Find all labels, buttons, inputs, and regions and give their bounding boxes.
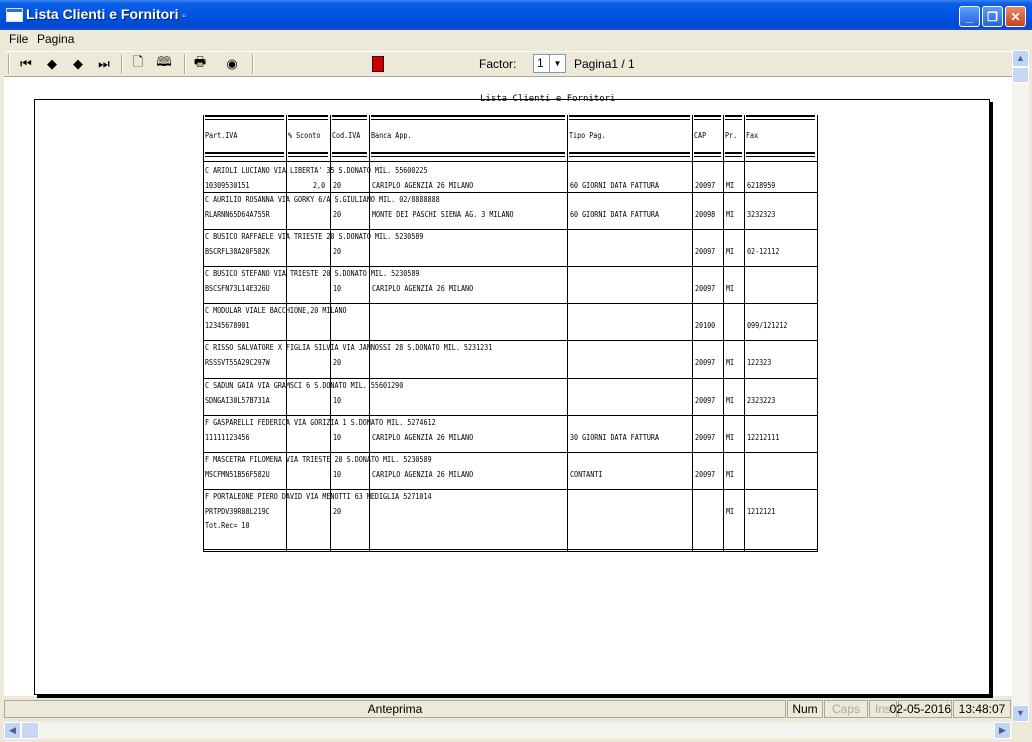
cell-cap: 20098 [695, 210, 716, 219]
cell-codiva: 20 [333, 358, 342, 367]
cell-pr: MI [726, 284, 735, 293]
column-header: % Sconto [288, 131, 321, 140]
vertical-scrollbar[interactable] [1012, 50, 1029, 722]
header-rule [746, 156, 815, 157]
cell-codiva: 10 [333, 433, 342, 442]
row-divider [203, 551, 817, 552]
header-rule [371, 152, 565, 154]
row-anagrafica: C AURILIO ROSANNA VIA GORKY 6/A S.GIULIANO MIL. 02/8888888 [205, 195, 440, 204]
cell-piva: RSSSVT55A29C297W [205, 358, 270, 367]
header-rule [746, 119, 815, 120]
cell-pr: MI [726, 210, 735, 219]
header-rule [694, 115, 721, 117]
cell-codiva: 20 [333, 210, 342, 219]
toolbar [4, 51, 1012, 77]
cell-piva: 12345678901 [205, 321, 250, 330]
row-anagrafica: C ARIOLI LUCIANO VIA LIBERTA' 35 S.DONATO MIL. 55600225 [205, 166, 428, 175]
cell-cap: 20097 [695, 470, 716, 479]
restore-button[interactable]: ❐ [982, 6, 1003, 27]
cell-cap: 20097 [695, 181, 716, 190]
factor-select[interactable] [533, 54, 566, 73]
header-rule [332, 152, 367, 154]
header-rule [288, 152, 328, 154]
chevron-down-icon[interactable]: ▼ [549, 55, 565, 72]
column-divider [203, 115, 204, 552]
cell-sconto: 2,0 [313, 181, 326, 190]
row-divider [203, 489, 817, 490]
scroll-thumb[interactable] [1012, 67, 1029, 83]
factor-value: 1 [537, 56, 544, 70]
scroll-right-icon[interactable]: ▶ [994, 722, 1011, 739]
cell-cap: 20100 [695, 321, 716, 330]
export-icon[interactable]: ◉ [226, 56, 238, 71]
cell-piva: SDNGAI30L57B731A [205, 396, 270, 405]
header-rule [725, 152, 742, 154]
preview-area[interactable] [4, 77, 1012, 696]
row-divider [203, 452, 817, 453]
cell-banca: CARIPLO AGENZIA 26 MILANO [372, 433, 474, 442]
header-rule [205, 115, 284, 117]
cell-pr: MI [726, 507, 735, 516]
header-rule [725, 156, 742, 157]
column-divider [692, 115, 693, 552]
cell-codiva: 10 [333, 470, 342, 479]
header-rule [746, 152, 815, 154]
cell-piva: MSCFMN51B56F582U [205, 470, 270, 479]
row-anagrafica: F GASPARELLI FEDERICA VIA GORIZIA 1 S.DONATO MIL. 5274612 [205, 418, 436, 427]
status-mode: Anteprima [4, 700, 786, 718]
header-rule [371, 156, 565, 157]
cell-pr: MI [726, 247, 735, 256]
header-rule [205, 152, 284, 154]
column-header: Fax [746, 131, 759, 140]
exit-icon[interactable] [368, 54, 388, 74]
row-divider [203, 229, 817, 230]
cell-codiva: 20 [333, 181, 342, 190]
column-divider [817, 115, 818, 552]
cell-cap: 20097 [695, 433, 716, 442]
status-caps: Caps [824, 700, 868, 718]
cell-codiva: 10 [333, 284, 342, 293]
cell-codiva: 10 [333, 396, 342, 405]
cell-piva: PRTPDV39R08L219C [205, 507, 270, 516]
row-anagrafica: C BUSICO RAFFAELE VIA TRIESTE 20 S.DONATO MIL. 5230589 [205, 232, 424, 241]
header-rule [332, 119, 367, 120]
cell-fax: 099/121212 [747, 321, 788, 330]
column-header: Part.IVA [205, 131, 238, 140]
menu-pagina[interactable]: Pagina [37, 32, 75, 46]
cell-banca: CARIPLO AGENZIA 26 MILANO [372, 284, 474, 293]
cell-piva: BSCSFN73L14E326U [205, 284, 270, 293]
header-rule [288, 156, 328, 157]
close-button[interactable]: ✕ [1005, 6, 1026, 27]
horizontal-scrollbar[interactable] [4, 722, 1012, 739]
cell-pr: MI [726, 358, 735, 367]
toolbar-separator [252, 54, 254, 74]
header-rule [371, 115, 565, 117]
cell-cap: 20097 [695, 247, 716, 256]
status-num: Num [787, 700, 823, 718]
cell-fax: 6218959 [747, 181, 776, 190]
page-indicator: Pagina1 / 1 [574, 57, 635, 71]
header-rule [371, 119, 565, 120]
header-rule [205, 156, 284, 157]
report-title: Lista Clienti e Fornitori [480, 94, 616, 104]
column-divider [286, 115, 287, 552]
cell-piva: 11111123456 [205, 433, 250, 442]
column-header: Banca App. [371, 131, 412, 140]
header-rule [332, 115, 367, 117]
cell-cap: 20097 [695, 284, 716, 293]
column-divider [330, 115, 331, 552]
cell-pr: MI [726, 470, 735, 479]
row-divider [203, 549, 817, 550]
column-header: CAP [694, 131, 707, 140]
row-anagrafica: C MODULAR VIALE BACCHIONE,20 MILANO [205, 306, 347, 315]
cell-banca: CARIPLO AGENZIA 26 MILANO [372, 181, 474, 190]
row-anagrafica: C BUSICO STEFANO VIA TRIESTE 20 S.DONATO MIL. 5230589 [205, 269, 420, 278]
column-divider [567, 115, 568, 552]
menu-file[interactable]: File [9, 32, 29, 46]
header-rule [694, 119, 721, 120]
header-rule [725, 115, 742, 117]
cell-tipopag: 60 GIORNI DATA FATTURA [570, 181, 660, 190]
minimize-button[interactable]: _ [959, 6, 980, 27]
row-divider [203, 340, 817, 341]
cell-fax: 122323 [747, 358, 772, 367]
title-bar[interactable] [0, 0, 1032, 30]
scroll-down-icon[interactable]: ▼ [1012, 705, 1029, 722]
toolbar-separator [184, 54, 186, 74]
two-pages-icon[interactable]: 🕮 [156, 54, 172, 69]
single-page-icon[interactable]: 🗋 [132, 54, 144, 69]
scroll-up-icon[interactable]: ▲ [1012, 50, 1029, 67]
scroll-left-icon[interactable]: ◀ [4, 722, 21, 739]
header-rule [569, 119, 690, 120]
cell-piva: BSCRFL38A20F582K [205, 247, 270, 256]
cell-pr: MI [726, 396, 735, 405]
cell-piva: RLARNN65D64A755R [205, 210, 270, 219]
cell-fax: 12212111 [747, 433, 780, 442]
cell-banca: MONTE DEI PASCHI SIENA AG. 3 MILANO [372, 210, 514, 219]
cell-pr: MI [726, 181, 735, 190]
report-page [34, 94, 990, 695]
window-title: Lista Clienti e Fornitori ▫ [26, 6, 186, 22]
row-divider [203, 415, 817, 416]
cell-fax: 2323223 [747, 396, 776, 405]
cell-tipopag: CONTANTI [570, 470, 603, 479]
cell-tipopag: 30 GIORNI DATA FATTURA [570, 433, 660, 442]
menu-bar [0, 30, 1032, 50]
header-rule [569, 115, 690, 117]
scroll-thumb-horizontal[interactable] [21, 722, 39, 739]
prev-page-icon[interactable]: ◆ [47, 56, 57, 71]
header-rule [288, 115, 328, 117]
cell-fax: 1212121 [747, 507, 776, 516]
cell-fax: 3232323 [747, 210, 776, 219]
row-anagrafica: F MASCETRA FILOMENA VIA TRIESTE 20 S.DONATO MIL. 5230589 [205, 455, 432, 464]
cell-cap: 20097 [695, 358, 716, 367]
header-rule [288, 119, 328, 120]
cell-piva: 10309530151 [205, 181, 250, 190]
header-rule [725, 119, 742, 120]
header-rule [694, 152, 721, 154]
next-page-icon[interactable]: ◆ [73, 56, 83, 71]
cell-codiva: 20 [333, 247, 342, 256]
status-time: 13:48:07 [953, 700, 1011, 718]
row-divider [203, 266, 817, 267]
window-icon [6, 8, 23, 22]
header-rule [569, 156, 690, 157]
row-divider [203, 378, 817, 379]
column-divider [744, 115, 745, 552]
column-header: Cod.IVA [332, 131, 361, 140]
column-header: Pr. [725, 131, 738, 140]
cell-fax: 02-12112 [747, 247, 780, 256]
row-divider [203, 192, 817, 193]
cell-pr: MI [726, 433, 735, 442]
toolbar-separator [121, 54, 123, 74]
record-total: Tot.Rec= 10 [205, 521, 250, 530]
header-rule [569, 152, 690, 154]
status-date: 02-05-2016 [889, 702, 951, 716]
factor-label: Factor: [479, 57, 517, 71]
toolbar-grip [8, 54, 10, 74]
cell-banca: CARIPLO AGENZIA 26 MILANO [372, 470, 474, 479]
column-divider [369, 115, 370, 552]
row-divider [203, 161, 817, 162]
header-rule [694, 156, 721, 157]
cell-codiva: 20 [333, 507, 342, 516]
header-rule [332, 156, 367, 157]
header-rule [746, 115, 815, 117]
status-ins: Ins [869, 700, 897, 718]
row-anagrafica: F PORTALEONE PIERO DAVID VIA MENOTTI 63 MEDIGLIA 5271014 [205, 492, 432, 501]
first-page-icon[interactable]: ⏮ [20, 56, 32, 71]
cell-tipopag: 60 GIORNI DATA FATTURA [570, 210, 660, 219]
row-anagrafica: C SADUN GAIA VIA GRAMSCI 6 S.DONATO MIL. 55601290 [205, 381, 404, 390]
column-divider [723, 115, 724, 552]
status-bar [4, 698, 1012, 720]
print-icon[interactable]: 🖶 [193, 54, 207, 69]
header-rule [205, 119, 284, 120]
cell-cap: 20097 [695, 396, 716, 405]
row-anagrafica: C RISSO SALVATORE X FIGLIA SILVIA VIA JANNOSSI 28 S.DONATO MIL. 5231231 [205, 343, 493, 352]
last-page-icon[interactable]: ⏭ [98, 56, 110, 71]
row-divider [203, 303, 817, 304]
column-header: Tipo Pag. [569, 131, 606, 140]
